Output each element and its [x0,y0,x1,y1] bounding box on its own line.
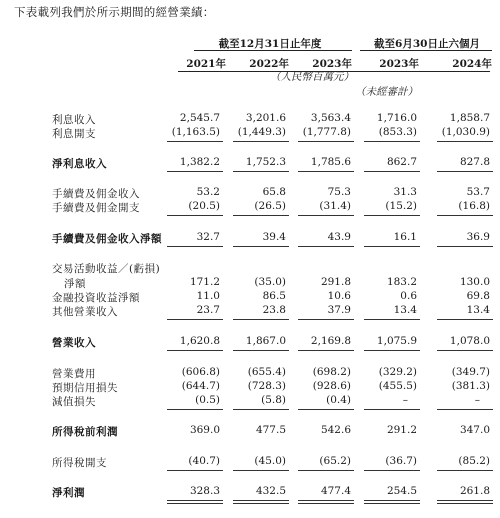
cell: 291.2 [386,424,417,436]
underline [167,470,223,471]
cell: (40.7) [188,455,220,467]
row-label: 交易活動收益／(虧損) [52,263,161,275]
underline [437,350,493,351]
underline [233,409,289,410]
cell: 3,563.4 [310,112,351,124]
cell: 1,716.0 [376,112,417,124]
double-underline [364,500,420,504]
header-group-annual: 截至12月31日止年度 [218,38,322,50]
underline [233,350,289,351]
underline [298,319,354,320]
header-group-halfyear: 截至6月30日止六個月 [374,38,480,50]
year-header: 2022年 [249,58,289,70]
cell: 171.2 [189,276,220,288]
cell: 43.9 [327,231,351,243]
cell: (928.6) [312,380,351,392]
underline [364,215,420,216]
underline [364,246,420,247]
underline [167,409,223,410]
cell: 36.9 [466,231,490,243]
underline [233,215,289,216]
underline [233,470,289,471]
cell: 369.0 [189,424,220,436]
cell: (5.8) [261,394,286,406]
double-underline [298,500,354,504]
cell: (1,030.9) [441,126,490,138]
cell: (85.2) [458,455,490,467]
cell: 1,867.0 [245,335,286,347]
cell: 86.5 [262,290,286,302]
year-header: 2023年 [312,58,352,70]
underline [437,409,493,410]
cell: – [474,394,480,406]
row-label: 淨利息收入 [52,158,107,170]
underline [233,319,289,320]
cell: (853.3) [378,126,417,138]
header-rule-halfyear [360,50,492,51]
row-label: 減值損失 [52,396,96,408]
cell: 328.3 [189,485,220,497]
cell: 183.2 [386,276,417,288]
row-label: 手續費及佣金開支 [52,202,140,214]
cell: (20.5) [188,200,220,212]
row-label: 利息收入 [52,114,96,126]
cell: (45.0) [254,455,286,467]
cell: (0.4) [326,394,351,406]
cell: (26.5) [254,200,286,212]
cell: 13.4 [393,304,417,316]
underline [364,319,420,320]
cell: (35.0) [254,276,286,288]
year-header: 2023年 [379,58,419,70]
underline [298,409,354,410]
cell: 53.2 [196,186,220,198]
row-label: 營業費用 [52,368,96,380]
row-label: 手續費及佣金收入 [52,188,140,200]
underline [364,350,420,351]
cell: (728.3) [247,380,286,392]
cell: (16.8) [458,200,490,212]
year-header: 2024年 [452,58,492,70]
year-header: 2021年 [186,58,226,70]
underline [298,350,354,351]
row-label: 手續費及佣金收入淨額 [52,233,162,245]
cell: 254.5 [386,485,417,497]
cell: (329.2) [378,366,417,378]
cell: 432.5 [255,485,286,497]
cell: 13.4 [466,304,490,316]
underline [167,319,223,320]
double-underline [233,500,289,504]
cell: (1,163.5) [171,126,220,138]
underline [298,215,354,216]
cell: 1,752.3 [245,156,286,168]
cell: 3,201.6 [245,112,286,124]
cell: 23.8 [262,304,286,316]
cell: 75.3 [327,186,351,198]
underline [437,141,493,142]
cell: (31.4) [319,200,351,212]
underline [298,246,354,247]
row-label: 所得稅前利潤 [52,426,118,438]
cell: 65.8 [262,186,286,198]
double-underline [167,500,223,504]
intro-text: 下表載列我們於所示期間的經營業績： [14,5,215,19]
cell: (1,449.3) [237,126,286,138]
row-label: 營業收入 [52,337,96,349]
cell: 130.0 [459,276,490,288]
cell: 1,382.2 [179,156,220,168]
row-label: 所得稅開支 [52,457,107,469]
cell: (15.2) [385,200,417,212]
cell: (698.2) [312,366,351,378]
cell: (381.3) [451,380,490,392]
cell: 477.5 [255,424,286,436]
cell: (0.5) [195,394,220,406]
cell: (1,777.8) [302,126,351,138]
cell: 1,858.7 [449,112,490,124]
cell: 862.7 [386,156,417,168]
underline [167,141,223,142]
cell: 1,785.6 [310,156,351,168]
cell: 2,545.7 [179,112,220,124]
row-label: 淨利潤 [52,487,85,499]
row-label: 利息開支 [52,128,96,140]
underline [167,171,223,172]
cell: 291.8 [320,276,351,288]
cell: 37.9 [327,304,351,316]
underline [364,141,420,142]
cell: (65.2) [319,455,351,467]
cell: 261.8 [459,485,490,497]
row-label: 其他營業收入 [52,306,118,318]
underline [437,246,493,247]
cell: (455.5) [378,380,417,392]
underline [298,141,354,142]
double-underline [437,500,493,504]
unit-label: （人民幣百萬元） [270,71,354,83]
cell: 23.7 [196,304,220,316]
cell: (644.7) [181,380,220,392]
underline [167,246,223,247]
underline [233,141,289,142]
cell: 39.4 [262,231,286,243]
row-label: 預期信用損失 [52,382,118,394]
row-label: 金融投資收益淨額 [52,292,140,304]
underline [298,470,354,471]
underline [167,350,223,351]
underline [437,171,493,172]
cell: (606.8) [181,366,220,378]
cell: 542.6 [320,424,351,436]
unaudited-label: （未經審計） [355,86,418,98]
cell: 32.7 [196,231,220,243]
underline [298,171,354,172]
cell: 1,078.0 [449,335,490,347]
cell: 827.8 [459,156,490,168]
cell: 53.7 [466,186,490,198]
cell: (349.7) [451,366,490,378]
cell: (36.7) [385,455,417,467]
cell: 1,075.9 [376,335,417,347]
cell: 31.3 [393,186,417,198]
cell: – [402,394,408,406]
underline [233,246,289,247]
underline [437,215,493,216]
underline [364,409,420,410]
cell: 69.8 [466,290,490,302]
cell: 0.6 [400,290,417,302]
row-label: 淨額 [64,278,86,290]
underline [167,215,223,216]
underline [364,470,420,471]
cell: 16.1 [393,231,417,243]
underline [233,171,289,172]
cell: 1,620.8 [179,335,220,347]
underline [437,470,493,471]
cell: (655.4) [247,366,286,378]
cell: 477.4 [320,485,351,497]
underline [437,319,493,320]
underline [364,171,420,172]
cell: 10.6 [327,290,351,302]
cell: 347.0 [459,424,490,436]
cell: 2,169.8 [310,335,351,347]
header-rule-annual [194,50,352,51]
cell: 11.0 [196,290,220,302]
